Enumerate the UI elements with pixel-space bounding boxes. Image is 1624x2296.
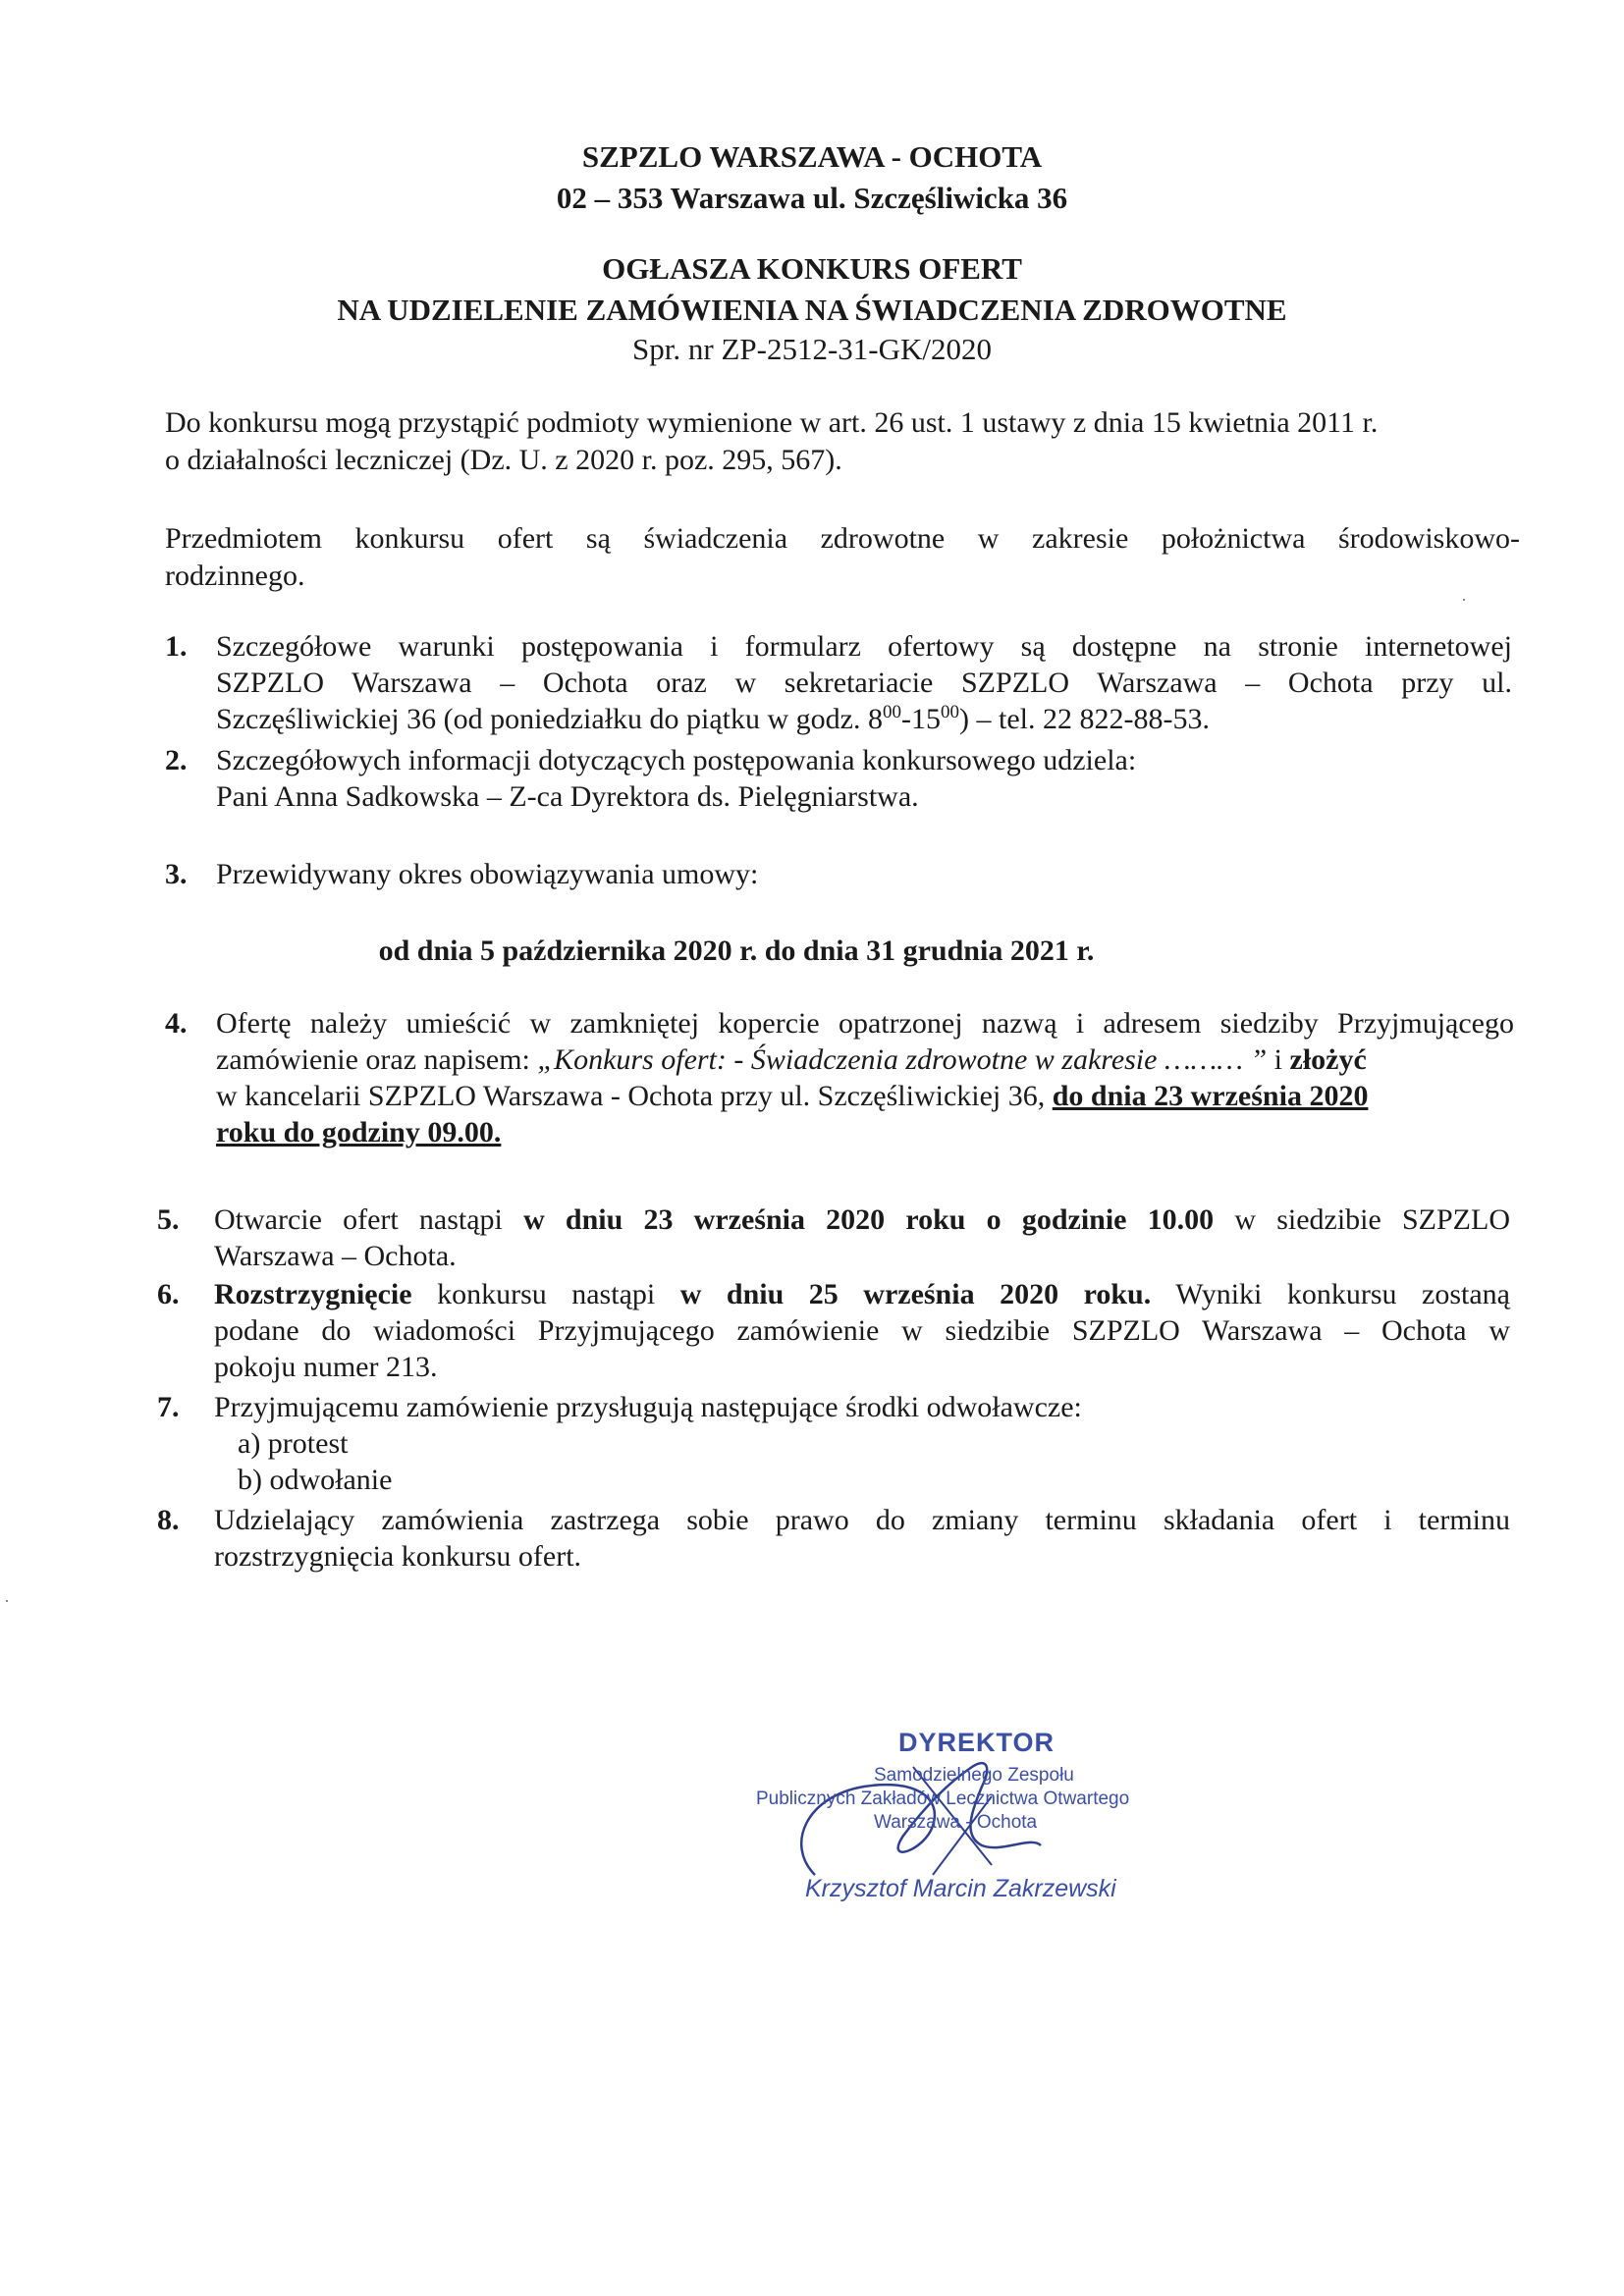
item-5-line-2: Warszawa – Ochota. [214, 1240, 457, 1272]
hours-superscript: 00 [941, 702, 959, 722]
item-3-line-1: Przewidywany okres obowiązywania umowy: [216, 858, 759, 890]
subject-line-1: Przedmiotem konkursu ofert są świadczenia zdrowotne w zakresie położnictwa środowiskowo- [165, 522, 1520, 555]
org-address: 02 – 353 Warszawa ul. Szczęśliwicka 36 [556, 181, 1068, 215]
scan-speck [1463, 599, 1465, 601]
item-1-line-1: Szczegółowe warunki postępowania i formularz ofertowy są dostępne na stronie internetowej [216, 630, 1512, 663]
item-4-text: i [1267, 1043, 1290, 1076]
opening-date: w dniu 23 września 2020 roku o godzinie 10.00 [523, 1203, 1215, 1236]
item-number: 2. [165, 744, 188, 776]
remedy-a: a) protest [238, 1427, 349, 1460]
hours-text: -15 [901, 703, 941, 735]
item-4-line-1: Ofertę należy umieścić w zamkniętej kopercie opatrzonej nazwą i adresem siedziby Przyjmującego [216, 1007, 1514, 1040]
item-8-line-1: Udzielający zamówienia zastrzega sobie prawo do zmiany terminu składania ofert i terminu [214, 1504, 1510, 1536]
director-name: Krzysztof Marcin Zakrzewski [805, 1875, 1116, 1902]
case-number: Spr. nr ZP-2512-31-GK/2020 [632, 332, 992, 366]
item-4-text: zamówienie oraz napisem: [216, 1043, 538, 1076]
item-number: 5. [157, 1203, 180, 1236]
subject-line-2: rodzinnego. [165, 560, 305, 592]
phone-text: ) – tel. 22 822-88-53. [959, 703, 1210, 735]
item-1-line-3 [216, 701, 1512, 737]
deadline-text: roku do godziny 09.00. [216, 1116, 502, 1148]
stamp-title: DYREKTOR [898, 1728, 1056, 1757]
item-4-line-2 [216, 1041, 1514, 1078]
subject-paragraph [165, 520, 1520, 595]
item-number: 8. [157, 1504, 180, 1536]
item-6-bold: Rozstrzygnięcie [214, 1278, 412, 1310]
resolution-date: w dniu 25 września 2020 roku. [679, 1278, 1152, 1310]
org-name: SZPZLO WARSZAWA - OCHOTA [581, 139, 1043, 174]
item-2-line-1: Szczegółowych informacji dotyczących postępowania konkursowego udziela: [216, 744, 1137, 776]
item-7-line-1: Przyjmującemu zamówienie przysługują następujące środki odwoławcze: [214, 1391, 1082, 1423]
item-5-line-1 [214, 1201, 1510, 1238]
item-5-text: w siedzibie SZPZLO [1214, 1203, 1511, 1236]
intro-line-2: o działalności leczniczej (Dz. U. z 2020 r. poz. 295, 567). [165, 444, 842, 476]
announcement-subtitle: NA UDZIELENIE ZAMÓWIENIA NA ŚWIADCZENIA ZDROWOTNE [337, 293, 1287, 327]
item-number: 7. [157, 1391, 180, 1423]
item-4-line-3 [216, 1078, 1514, 1114]
stamp-line-1: Samodzielnego Zespołu [874, 1765, 1074, 1786]
item-number: 1. [165, 630, 188, 663]
director-stamp [746, 1728, 1218, 1924]
intro-paragraph [165, 404, 1520, 479]
item-4-text: w kancelarii SZPZLO Warszawa - Ochota przy ul. Szczęśliwickiej 36, [216, 1080, 1053, 1112]
scan-speck [6, 1600, 8, 1602]
intro-line-1: Do konkursu mogą przystąpić podmioty wymienione w art. 26 ust. 1 ustawy z dnia 15 kwietnia 2011 r. [165, 406, 1379, 439]
item-1-line-2: SZPZLO Warszawa – Ochota oraz w sekretariacie SZPZLO Warszawa – Ochota przy ul. [216, 667, 1512, 699]
hours-superscript: 00 [883, 702, 901, 722]
stamp-line-2: Publicznych Zakładów Lecznictwa Otwartego [756, 1789, 1130, 1809]
item-4-bold: złożyć [1289, 1043, 1367, 1076]
item-4-line-4 [216, 1114, 1514, 1150]
contract-period: od dnia 5 października 2020 r. do dnia 31 grudnia 2021 r. [378, 934, 1095, 967]
announcement-title: OGŁASZA KONKURS OFERT [602, 251, 1022, 286]
item-8-line-2: rozstrzygnięcia konkursu ofert. [214, 1540, 582, 1573]
remedy-b: b) odwołanie [238, 1464, 393, 1496]
stamp-line-3: Warszawa - Ochota [874, 1812, 1038, 1833]
hours-text: Szczęśliwickiej 36 (od poniedziałku do piątku w godz. 8 [216, 703, 883, 735]
envelope-label: „Konkurs ofert: - Świadczenia zdrowotne w zakresie ……… ” [537, 1043, 1268, 1076]
item-2-line-2: Pani Anna Sadkowska – Z-ca Dyrektora ds. Pielęgniarstwa. [216, 780, 919, 813]
item-number: 3. [165, 858, 188, 890]
item-5-text: Otwarcie ofert nastąpi [214, 1203, 524, 1236]
item-6-text: konkursu nastąpi [411, 1278, 680, 1310]
deadline-text: do dnia 23 września 2020 [1052, 1080, 1369, 1112]
item-number: 6. [157, 1278, 180, 1310]
item-6-line-3: pokoju numer 213. [214, 1351, 438, 1383]
item-6-line-2: podane do wiadomości Przyjmującego zamówienie w siedzibie SZPZLO Warszawa – Ochota w [214, 1314, 1510, 1347]
item-number: 4. [165, 1007, 188, 1040]
item-6-line-1 [214, 1276, 1510, 1312]
item-6-text: Wyniki konkursu zostaną [1151, 1278, 1510, 1310]
